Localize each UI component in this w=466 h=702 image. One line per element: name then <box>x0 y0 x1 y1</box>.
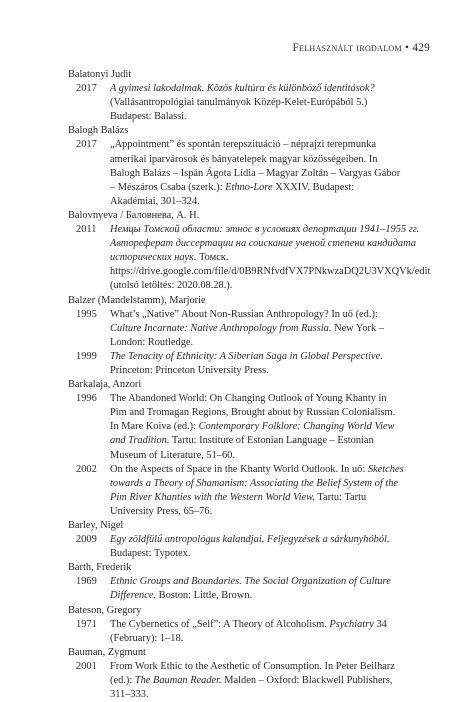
citation-title: A gyimesi lakodalmak. Közös kultúra és különböző identitások? <box>110 83 375 95</box>
citation-detail: XXXIV. Budapest: Akadémiai, 301–324. <box>110 181 355 207</box>
publication-year: 1969 <box>76 576 97 588</box>
author-name: Bateson, Gregory <box>68 604 142 616</box>
citation-detail: Malden – Oxford: Blackwell Publishers, 311–333. <box>110 675 393 701</box>
publication-year: 2009 <box>76 534 97 546</box>
bibliography-entry <box>68 82 404 124</box>
author-name: Balzer (Mandelstamm), Marjorie <box>68 294 206 306</box>
bibliography-entry <box>68 575 404 603</box>
bibliography-entry <box>68 660 404 702</box>
bibliography-entry <box>68 463 404 519</box>
publication-year: 2001 <box>76 660 97 672</box>
author-name: Balovnyeva / Баловнева, А. Н. <box>68 209 200 221</box>
citation-text <box>110 350 404 378</box>
section-title: Felhasznált irodalom <box>292 42 402 54</box>
citation-title: Contemporary Folklore: Changing World View and Tradition. <box>110 421 395 447</box>
citation-text <box>110 618 404 646</box>
citation-title: Culture Incarnate: Native Anthropology from Russia. <box>110 322 332 334</box>
citation-title: Немцы Томской области: этнос в условиях депортации 1941–1955 гг. Автореферат диссертации на соискание ученой степени кандидата исторических наук. <box>110 224 420 264</box>
citation-text <box>110 660 404 702</box>
citation-text <box>110 223 430 293</box>
citation-title: Psychiatry <box>329 618 374 630</box>
publication-year: 1999 <box>76 350 97 362</box>
publication-year: 2017 <box>76 83 97 95</box>
citation-title: Sketches towards a Theory of Shamanism: Associating the Belief System of the Pim River Khanties with the Western World View. <box>110 463 404 503</box>
citation-text <box>110 82 404 124</box>
citation-detail: Boston: Little, Brown. <box>156 590 253 602</box>
citation-detail: (Vallásantropológiai tanulmányok Közép-Kelet-Európából 5.) Budapest: Balassi. <box>110 97 368 123</box>
bibliography-entry <box>68 392 404 462</box>
citation-text <box>110 308 404 350</box>
citation-detail: 34 (February): 1–18. <box>110 618 387 644</box>
citation-detail: On the Aspects of Space in the Khanty World Outlook. In uő: <box>110 463 368 475</box>
page-number: 429 <box>412 42 430 54</box>
author-name: Balatonyi Judit <box>68 69 132 80</box>
citation-detail: „Appointment” és spontán terepszituáció – néprajzi terepmunka amerikai iparvárosok és bányatelepek magyar közösségeiben. In Balogh Balázs – Ispán Ágota Lídia – Magyar Zoltán – Vargyas Gábor – Mészáros Csaba (szerk.): <box>110 139 401 193</box>
citation-detail: Tartu: Tartu University Press, 65–76. <box>110 491 367 517</box>
citation-detail: Budapest: Typotex. <box>110 548 191 560</box>
author-name: Barley, Nigel <box>68 520 124 531</box>
citation-detail: From Work Ethic to the Aesthetic of Consumption. In Peter Beilharz (ed.): <box>110 660 395 687</box>
publication-year: 1971 <box>76 618 97 630</box>
bibliography-entry <box>68 308 404 350</box>
running-header <box>292 42 430 54</box>
citation-title: The Bauman Reader. <box>134 675 222 687</box>
citation-detail: The Abandoned World: On Changing Outlook of Young Khanty in Pim and Tromagan Regions, Brought about by Russian Colonialism. In Mare Koiva (ed.): <box>110 393 396 433</box>
publication-year: 2002 <box>76 463 97 475</box>
bibliography-list <box>68 68 431 702</box>
bibliography-entry <box>68 618 404 646</box>
bibliography-entry <box>68 533 404 561</box>
author-name: Balogh Balázs <box>68 125 129 137</box>
bibliography-entry <box>68 350 404 378</box>
citation-title: The Tenacity of Ethnicity: A Siberian Saga in Global Perspective. <box>110 350 383 362</box>
publication-year: 1995 <box>76 308 97 320</box>
bibliography-entry <box>68 138 404 208</box>
author-name: Bauman, Zygmunt <box>68 646 146 658</box>
citation-text <box>110 392 404 462</box>
author-name: Barkalaja, Anzori <box>68 379 142 391</box>
citation-title: Ethno-Lore <box>225 181 273 193</box>
citation-detail: New York – London: Routledge. <box>110 322 385 348</box>
citation-detail: Томск. https://drive.google.com/file/d/0B9RNfvdfVX7PNkwzaDQ2U3VXQVk/edit (utolsó letöltés: 2020.08.28.). <box>110 252 431 292</box>
citation-text <box>110 533 404 561</box>
citation-detail: Princeton: Princeton University Press. <box>110 364 269 376</box>
publication-year: 2017 <box>76 139 97 151</box>
citation-detail: The Cybernetics of „Self”: A Theory of Alcoholism. <box>110 618 330 630</box>
citation-detail: What’s „Native” About Non-Russian Anthropology? In uő (ed.): <box>110 308 378 320</box>
citation-text <box>110 463 404 519</box>
header-bullet: • <box>404 42 410 54</box>
citation-detail: Tartu: Institute of Estonian Language – Estonian Museum of Literature, 51–60. <box>110 435 374 461</box>
publication-year: 1996 <box>76 393 97 405</box>
citation-text <box>110 138 404 208</box>
author-name: Barth, Frederik <box>68 562 132 574</box>
citation-title: Egy zöldfülű antropológus kalandjai. Feljegyzések a sárkunyhóból. <box>110 534 390 546</box>
citation-text <box>110 575 404 603</box>
citation-title: Ethnic Groups and Boundaries. The Social Organization of Culture Difference. <box>110 576 391 602</box>
bibliography-entry <box>68 223 431 293</box>
publication-year: 2011 <box>76 224 97 236</box>
